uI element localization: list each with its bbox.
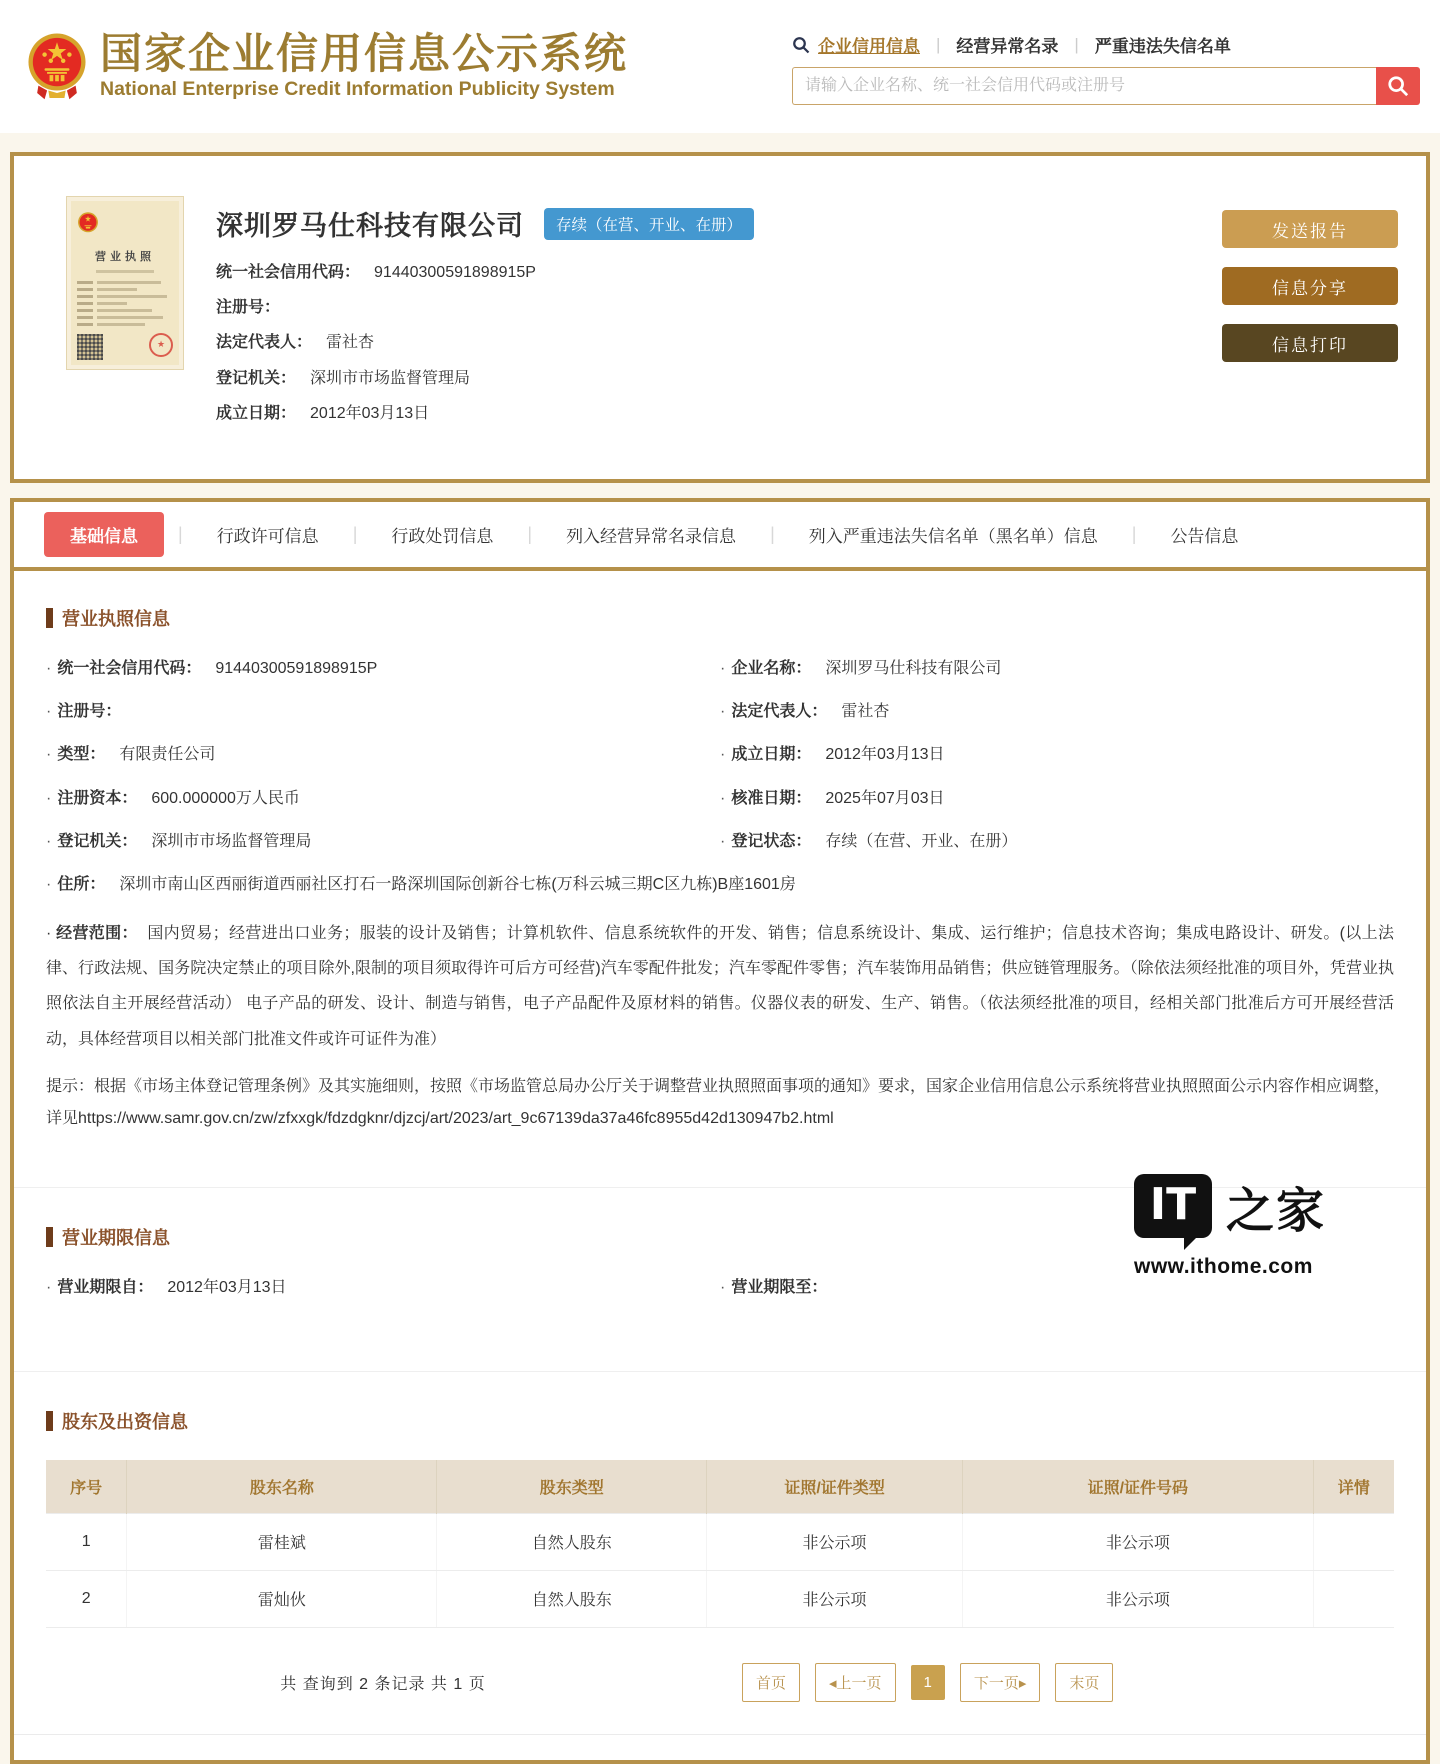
tab-announcements[interactable]: 公告信息	[1170, 526, 1239, 546]
table-row: 2 雷灿伙 自然人股东 非公示项 非公示项	[46, 1570, 1394, 1627]
summary-field-registry: 登记机关： 深圳市市场监督管理局	[216, 369, 471, 387]
send-report-button[interactable]: 发送报告	[1222, 210, 1398, 248]
ithome-watermark	[1134, 1172, 1346, 1279]
license-seal	[149, 333, 173, 357]
field-registered-capital: · 注册资本： 600.000000万人民币	[46, 789, 300, 807]
tab-admin-penalty[interactable]: 行政处罚信息	[391, 526, 494, 546]
nav-enterprise-credit-info[interactable]: 企业信用信息	[818, 37, 920, 56]
detail-card	[10, 498, 1430, 1764]
tab-admin-license[interactable]: 行政许可信息	[216, 526, 319, 546]
col-header-cert-number: 证照/证件号码	[963, 1460, 1313, 1513]
business-license-thumbnail	[66, 196, 184, 370]
summary-field-legal-rep: 法定代表人： 雷社杏	[216, 334, 375, 352]
nav-serious-violations-list[interactable]: 严重违法失信名单	[1094, 37, 1231, 56]
site-title: 国家企业信用信息公示系统	[100, 29, 629, 77]
site-logo	[26, 28, 628, 106]
license-qr-code	[77, 334, 103, 360]
field-term-from: · 营业期限自： 2012年03月13日	[46, 1278, 287, 1296]
tab-abnormal-list[interactable]: 列入经营异常名录信息	[566, 526, 737, 546]
field-credit-code: · 统一社会信用代码： 91440300591898915P	[46, 659, 378, 677]
summary-field-founded-date: 成立日期： 2012年03月13日	[216, 404, 430, 422]
license-emblem-icon	[77, 211, 99, 237]
pagination-first-button[interactable]: 首页	[742, 1663, 800, 1702]
records-summary: 共 查询到 2 条记录 共 1 页	[280, 1676, 486, 1693]
nav-separator: |	[936, 34, 941, 54]
field-registration-status: · 登记状态： 存续（在营、开业、在册）	[720, 832, 1018, 850]
nav-abnormal-operations-list[interactable]: 经营异常名录	[956, 37, 1059, 56]
field-business-scope: · 经营范围： 国内贸易；经营进出口业务；服装的设计及销售；计算机软件、信息系统软件的开发、销售；信息系统设计、集成、运行维护；信息技术咨询；集成电路设计、研发。(以上法律、行政法规、国务院决定禁止的项目除外,限制的项目须取得许可后方可经营)汽车零配件批发；汽车零配件零售；汽车装饰用品销售；供应链管理服务。（除依法须经批准的项目外，凭营业执照依法自主开展经营活动） 电子产品的研发、设计、制造与销售，电子产品配件及原材料的销售。仪器仪表的研发、生产、销售。（依法须经批准的项目，经相关部门批准后方可开展经营活动，具体经营项目以相关部门批准文件或许可证件为准）	[46, 925, 1394, 1048]
section-title-shareholders: 股东及出资信息	[46, 1408, 1394, 1434]
tab-bar: 基础信息 | 行政许可信息 | 行政处罚信息 | 列入经营异常名录信息 | 列入严重违法失信名单（黑名单）信息 | 公告信息	[14, 502, 1426, 571]
print-info-button[interactable]: 信息打印	[1222, 324, 1398, 362]
share-info-button[interactable]: 信息分享	[1222, 267, 1398, 305]
site-header	[0, 0, 1440, 133]
status-badge: 存续（在营、开业、在册）	[544, 208, 754, 240]
field-reg-number: · 注册号：	[46, 703, 122, 721]
top-nav	[792, 32, 1420, 57]
site-subtitle: National Enterprise Credit Information Publicity System	[100, 78, 615, 101]
term-section	[46, 1179, 1394, 1319]
ithome-logo-cn: 之家	[1226, 1182, 1327, 1239]
col-header-shareholder-type: 股东类型	[437, 1460, 707, 1513]
pagination-prev-button[interactable]: ◂上一页	[815, 1663, 896, 1702]
section-title-license-info: 营业执照信息	[46, 605, 1394, 631]
summary-field-reg-number: 注册号：	[216, 299, 281, 317]
field-approval-date: · 核准日期： 2025年07月03日	[720, 789, 945, 807]
field-company-type: · 类型： 有限责任公司	[46, 746, 216, 764]
search-icon	[792, 36, 810, 54]
pagination-page-1-button[interactable]: 1	[911, 1665, 945, 1700]
field-registry: · 登记机关： 深圳市市场监督管理局	[46, 832, 312, 850]
col-header-detail: 详情	[1313, 1460, 1394, 1513]
pagination	[46, 1662, 1394, 1704]
search-input[interactable]	[792, 67, 1376, 105]
shareholders-section	[46, 1372, 1394, 1760]
col-header-shareholder-name: 股东名称	[127, 1460, 437, 1513]
section-title-term-info: 营业期限信息	[46, 1224, 1394, 1250]
national-emblem-icon	[26, 28, 88, 106]
field-term-to: · 营业期限至：	[720, 1278, 828, 1296]
field-company-name: · 企业名称： 深圳罗马仕科技有限公司	[720, 659, 1002, 677]
table-header-row	[46, 1460, 1394, 1513]
tab-blacklist[interactable]: 列入严重违法失信名单（黑名单）信息	[808, 526, 1098, 546]
pagination-last-button[interactable]: 末页	[1055, 1663, 1113, 1702]
ithome-logo-icon: IT	[1134, 1174, 1212, 1238]
table-row: 1 雷桂斌 自然人股东 非公示项 非公示项	[46, 1513, 1394, 1570]
search-icon	[1387, 75, 1409, 97]
summary-field-credit-code: 统一社会信用代码： 91440300591898915P	[216, 264, 536, 281]
shareholders-table	[46, 1460, 1394, 1628]
search-button[interactable]	[1376, 67, 1420, 105]
company-name: 深圳罗马仕科技有限公司	[216, 211, 524, 241]
license-title: 营业执照	[95, 251, 155, 263]
pagination-next-button[interactable]: 下一页▸	[960, 1663, 1041, 1702]
nav-separator: |	[1074, 34, 1079, 54]
field-legal-rep: · 法定代表人： 雷社杏	[720, 703, 890, 721]
tab-basic-info[interactable]: 基础信息	[44, 512, 164, 557]
col-header-cert-type: 证照/证件类型	[707, 1460, 963, 1513]
field-address: · 住所： 深圳市南山区西丽街道西丽社区打石一路深圳国际创新谷七栋(万科云城三期C区九栋)B座1601房	[46, 875, 796, 893]
ithome-url: www.ithome.com	[1134, 1254, 1313, 1278]
field-founded-date: · 成立日期： 2012年03月13日	[720, 746, 945, 764]
license-tip-text: 提示：根据《市场主体登记管理条例》及其实施细则，按照《市场监管总局办公厅关于调整营业执照照面事项的通知》要求，国家企业信用信息公示系统将营业执照照面公示内容作相应调整，详见https://www.samr.gov.cn/zw/zfxxgk/fdzdgknr/djzcj/art/2023/art_9c67139da37a46fc8955d42d130947b2.html	[46, 1077, 1391, 1127]
company-summary-card	[10, 152, 1430, 483]
col-header-index: 序号	[46, 1460, 127, 1513]
